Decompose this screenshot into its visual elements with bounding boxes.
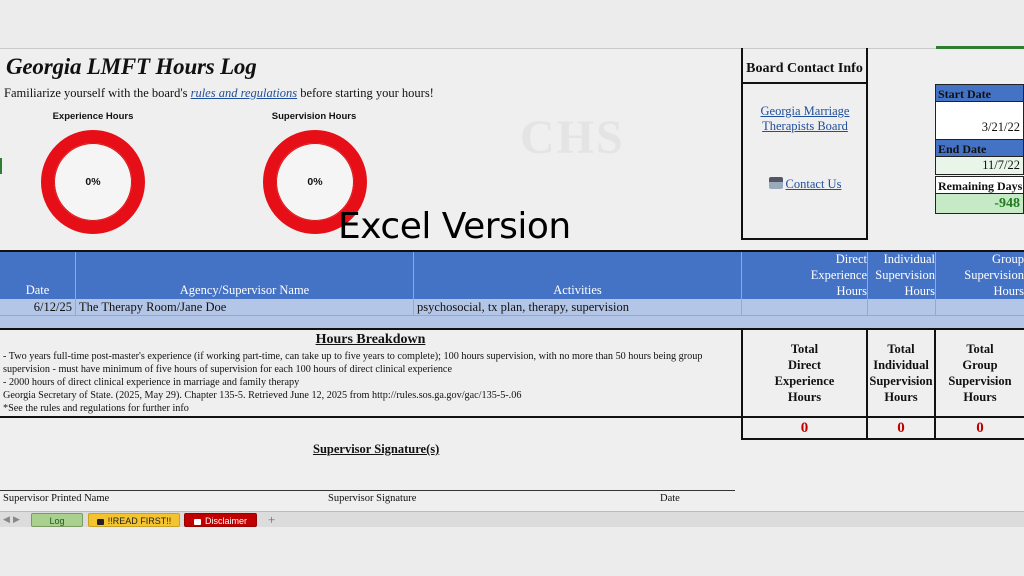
table-row: [0, 299, 1024, 316]
total-group-value[interactable]: 0: [934, 418, 1024, 440]
breakdown-line-5: *See the rules and regulations for further info: [3, 403, 189, 414]
col-header-direct[interactable]: [742, 252, 868, 299]
log-table-header: [0, 250, 1024, 299]
total-individual-l1: Total: [887, 342, 915, 356]
breakdown-line-4: Georgia Secretary of State. (2025, May 29). Chapter 135-5. Retrieved June 12, 2025 from http://rules.sos.ga.gov/gac/135-5-.06: [3, 390, 522, 401]
remaining-days-label: Remaining Days: [935, 176, 1024, 194]
total-direct-value[interactable]: 0: [741, 418, 868, 440]
contact-us-link[interactable]: [749, 177, 861, 192]
start-date-box: [935, 84, 1024, 140]
printed-name-label: Supervisor Printed Name: [3, 493, 110, 504]
col-header-direct-l2: Experience: [810, 268, 867, 282]
col-header-individual-l2: Supervision: [875, 268, 935, 282]
remaining-days-value[interactable]: -948: [935, 194, 1024, 214]
col-header-direct-l3: Hours: [836, 284, 867, 298]
board-contact-header: Board Contact Info: [743, 48, 866, 84]
board-contact-box: [741, 48, 868, 240]
lock-icon: [97, 519, 104, 525]
hours-breakdown: [0, 330, 741, 418]
col-header-direct-l1: Direct: [835, 252, 867, 266]
cell-agency[interactable]: The Therapy Room/Jane Doe: [76, 299, 414, 315]
signature-line: [0, 490, 735, 491]
sheet-tab-bar: [0, 511, 1024, 527]
col-header-individual[interactable]: [868, 252, 936, 299]
rules-link[interactable]: rules and regulations: [190, 86, 298, 100]
total-group-l1: Total: [966, 342, 994, 356]
start-date-value[interactable]: 3/21/22: [935, 102, 1024, 140]
selected-cell-indicator: [936, 46, 1024, 49]
total-individual-value[interactable]: 0: [866, 418, 936, 440]
total-group-l4: Hours: [963, 390, 997, 404]
total-individual-l4: Hours: [884, 390, 918, 404]
phone-book-icon: [769, 177, 783, 189]
signature-label: Supervisor Signature: [328, 493, 417, 504]
breakdown-line-3: - 2000 hours of direct clinical experience in marriage and family therapy: [3, 377, 300, 388]
intro-prefix: Familiarize yourself with the board's: [4, 86, 188, 100]
total-individual-l2: Individual: [873, 358, 929, 372]
cell-individual[interactable]: [868, 299, 936, 315]
col-header-individual-l3: Hours: [904, 284, 935, 298]
excel-version-caption: Excel Version: [338, 206, 571, 247]
total-group-l3: Supervision: [948, 374, 1012, 388]
breakdown-line-1: - Two years full-time post-master's experience (if working part-time, can take up to five years to complete); 100 hours supervision, with no more than 50 hours being group: [3, 351, 703, 362]
sheet-title: Georgia LMFT Hours Log: [6, 54, 257, 79]
col-header-individual-l1: Individual: [883, 252, 935, 266]
breakdown-line-2: supervision - must have minimum of five hours of supervision for each 100 hours of direct clinical experience: [3, 364, 452, 375]
total-direct-l4: Hours: [787, 390, 822, 404]
supervision-hours-percent: 0%: [307, 176, 323, 188]
lock-icon: [194, 519, 201, 525]
total-direct-l3: Experience: [774, 374, 835, 388]
total-group-l2: Group: [962, 358, 998, 372]
total-individual-label: [866, 330, 936, 418]
total-direct-label: [741, 330, 868, 418]
col-header-group[interactable]: [936, 252, 1024, 299]
georgia-board-link-line2: Therapists Board: [762, 119, 848, 133]
experience-hours-donut[interactable]: [41, 130, 145, 234]
total-individual-l3: Supervision: [869, 374, 933, 388]
experience-hours-label: Experience Hours: [52, 111, 134, 122]
add-sheet-icon[interactable]: +: [268, 512, 276, 527]
georgia-board-link[interactable]: [749, 104, 861, 134]
remaining-days-box: [935, 176, 1024, 214]
tab-log[interactable]: [31, 513, 83, 527]
experience-hours-percent: 0%: [85, 176, 101, 188]
end-date-value[interactable]: 11/7/22: [935, 157, 1024, 175]
start-date-label: Start Date: [935, 84, 1024, 102]
end-date-label: End Date: [935, 139, 1024, 157]
col-header-date[interactable]: [0, 252, 76, 299]
tab-disclaimer-label: Disclaimer: [204, 516, 247, 526]
sheet-top-border: [0, 48, 1024, 49]
hours-breakdown-title: Hours Breakdown: [315, 332, 426, 347]
intro-text: [4, 86, 434, 101]
tab-scroll-right-icon[interactable]: ▶: [13, 514, 20, 524]
col-header-group-l1: Group: [992, 252, 1024, 266]
end-date-box: [935, 139, 1024, 175]
total-direct-l2: Direct: [787, 358, 822, 372]
cell-group[interactable]: [936, 299, 1024, 315]
col-header-activities-text: Activities: [553, 283, 602, 297]
col-header-activities[interactable]: [414, 252, 742, 299]
tab-read-first[interactable]: [88, 513, 180, 527]
table-row-empty[interactable]: [0, 316, 1024, 330]
row-selection-indicator: [0, 158, 2, 174]
col-header-group-l2: Supervision: [964, 268, 1024, 282]
cell-date[interactable]: 6/12/25: [0, 299, 76, 315]
date-label: Date: [660, 493, 680, 504]
cell-direct[interactable]: [742, 299, 868, 315]
tab-scroll-left-icon[interactable]: ◀: [3, 514, 10, 524]
supervision-hours-label: Supervision Hours: [271, 111, 357, 122]
tab-log-label: Log: [49, 516, 65, 526]
tab-disclaimer[interactable]: [184, 513, 257, 527]
total-group-label: [934, 330, 1024, 418]
intro-suffix: before starting your hours!: [300, 86, 434, 100]
cell-activities[interactable]: psychosocial, tx plan, therapy, supervision: [414, 299, 742, 315]
contact-us-label: Contact Us: [785, 177, 842, 191]
col-header-agency-text: Agency/Supervisor Name: [179, 283, 310, 297]
supervisor-signature-title: Supervisor Signature(s): [313, 442, 440, 456]
georgia-board-link-line1: Georgia Marriage: [760, 104, 850, 118]
col-header-date-text: Date: [25, 283, 50, 297]
col-header-agency[interactable]: [76, 252, 414, 299]
total-direct-l1: Total: [790, 342, 819, 356]
logo-watermark: CHS: [520, 111, 625, 164]
tab-read-first-label: !!READ FIRST!!: [107, 516, 172, 526]
col-header-group-l3: Hours: [993, 284, 1024, 298]
